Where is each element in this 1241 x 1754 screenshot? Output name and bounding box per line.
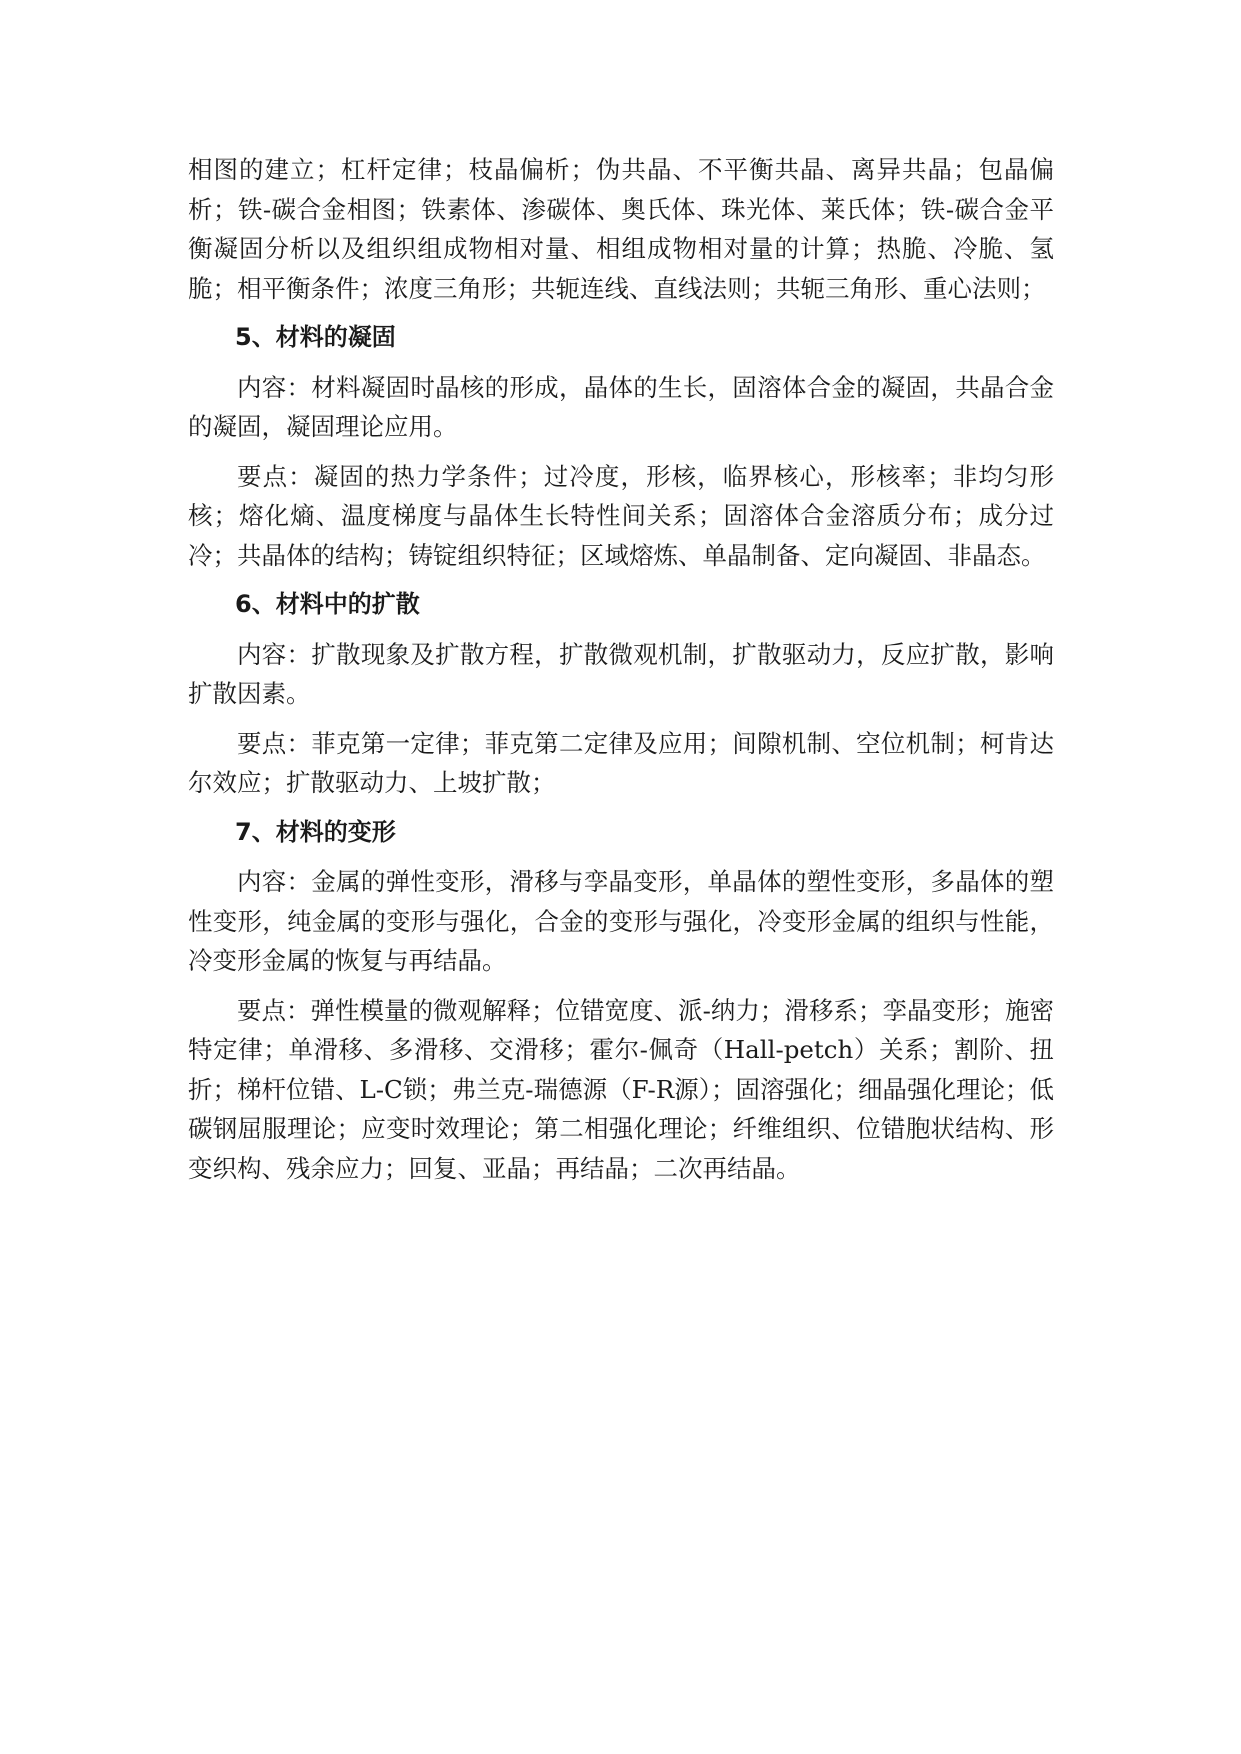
section-heading-deformation: 7、材料的变形 — [235, 817, 396, 846]
diffusion-content: 内容：扩散现象及扩散方程，扩散微观机制，扩散驱动力，反应扩散，影响扩散因素。 — [188, 639, 1054, 708]
phase-diagram-keypoints-continued: 相图的建立；杠杆定律；枝晶偏析；伪共晶、不平衡共晶、离异共晶；包晶偏析；铁-碳合金相图；铁素体、渗碳体、奥氏体、珠光体、莱氏体；铁-碳合金平衡凝固分析以及组织组成物相对量、相组成物相对量的计算；热脆、冷脆、氢脆；相平衡条件；浓度三角形；共轭连线、直线法则；共轭三角形、重心法则； — [188, 155, 1054, 303]
section-heading-solidification: 5、材料的凝固 — [235, 323, 396, 351]
document-page — [188, 150, 1054, 1198]
deformation-content: 内容：金属的弹性变形，滑移与孪晶变形，单晶体的塑性变形，多晶体的塑性变形，纯金属的变形与强化，合金的变形与强化，冷变形金属的组织与性能，冷变形金属的恢复与再结晶。 — [188, 867, 1054, 975]
diffusion-keypoints: 要点：菲克第一定律；菲克第二定律及应用；间隙机制、空位机制；柯肯达尔效应；扩散驱动力、上坡扩散； — [188, 728, 1054, 797]
solidification-content: 内容：材料凝固时晶核的形成，晶体的生长，固溶体合金的凝固，共晶合金的凝固，凝固理论应用。 — [188, 372, 1054, 441]
solidification-keypoints: 要点：凝固的热力学条件；过冷度，形核，临界核心，形核率；非均匀形核；熔化熵、温度梯度与晶体生长特性间关系；固溶体合金溶质分布；成分过冷；共晶体的结构；铸锭组织特征；区域熔炼、单晶制备、定向凝固、非晶态。 — [188, 461, 1054, 570]
deformation-keypoints: 要点：弹性模量的微观解释；位错宽度、派-纳力；滑移系；孪晶变形；施密特定律；单滑移、多滑移、交滑移；霍尔-佩奇（Hall-petch）关系；割阶、扭折；梯杆位错、L-C锁；弗兰克-瑞德源（F-R源）；固溶强化；细晶强化理论；低碳钢屈服理论；应变时效理论；第二相强化理论；纤维组织、位错胞状结构、形变织构、残余应力；回复、亚晶；再结晶；二次再结晶。 — [188, 995, 1054, 1183]
section-heading-diffusion: 6、材料中的扩散 — [235, 590, 420, 618]
